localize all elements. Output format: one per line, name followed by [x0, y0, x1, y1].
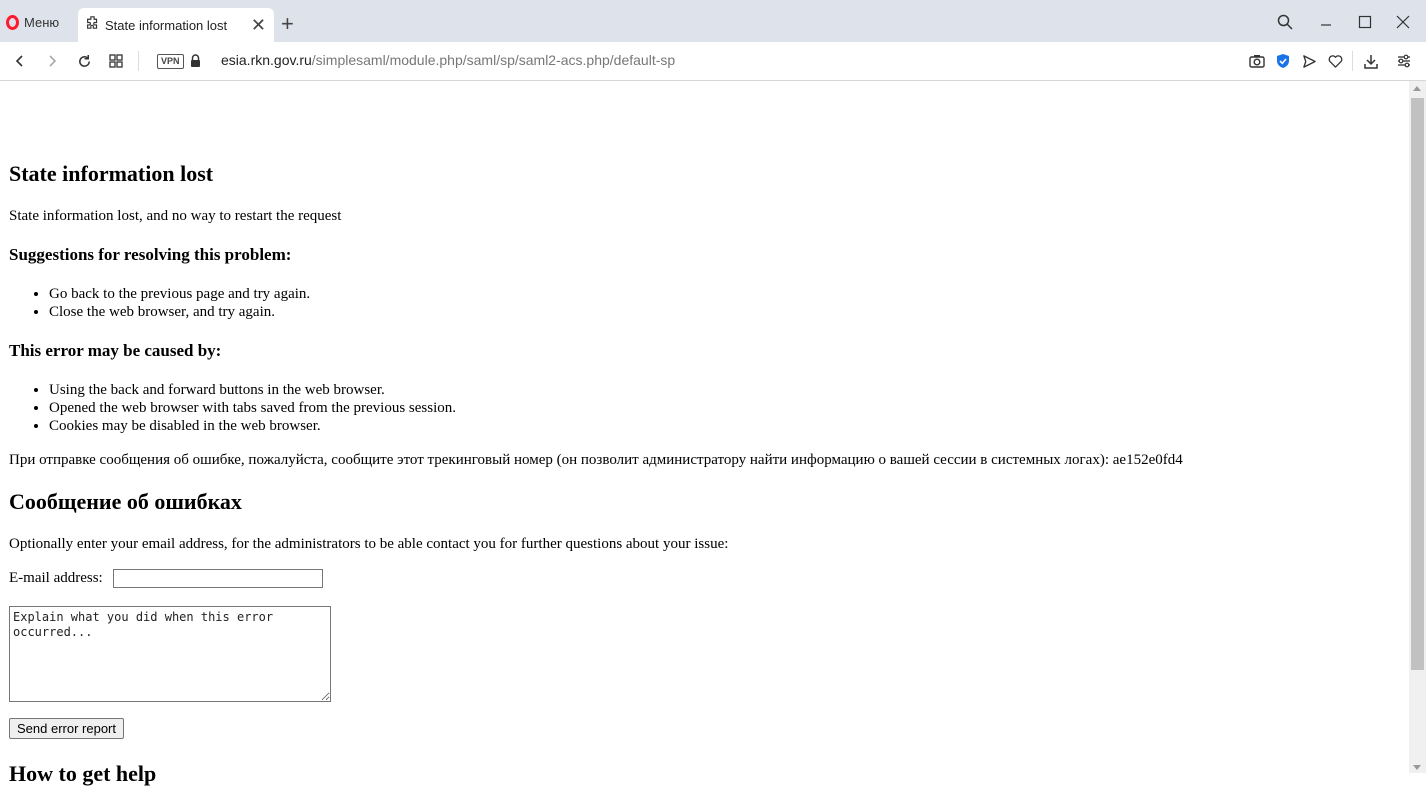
lock-icon[interactable]	[190, 54, 201, 72]
search-icon[interactable]	[1273, 10, 1297, 34]
divider	[1352, 51, 1353, 71]
divider	[138, 51, 139, 71]
scrollbar-thumb[interactable]	[1411, 98, 1424, 670]
list-item: • Go back to the previous page and try again.	[49, 285, 310, 303]
list-item: • Close the web browser, and try again.	[49, 303, 310, 321]
forward-icon[interactable]	[41, 50, 63, 72]
back-icon[interactable]	[9, 50, 31, 72]
error-description: State information lost, and no way to restart the request	[9, 208, 342, 224]
tab-bar	[0, 0, 1426, 42]
tracking-number-text: При отправке сообщения об ошибке, пожалуйста, сообщите этот трекинговый номер (он позволит администратору найти информацию о вашей сессии в системных логах): ae152e0fd4	[9, 452, 1183, 468]
vpn-badge[interactable]: VPN	[157, 54, 184, 69]
shield-icon[interactable]	[1273, 51, 1293, 71]
suggestions-list	[9, 285, 310, 321]
speed-dial-icon[interactable]	[105, 50, 127, 72]
page-content	[9, 81, 1407, 786]
send-error-report-button[interactable]: Send error report	[9, 718, 124, 739]
tab-active[interactable]	[78, 8, 274, 42]
url-host: esia.rkn.gov.ru	[221, 52, 312, 68]
url-field[interactable]	[221, 52, 675, 68]
scroll-down-arrow-icon[interactable]	[1413, 765, 1421, 770]
email-label: E-mail address:	[9, 570, 103, 586]
scroll-up-arrow-icon[interactable]	[1413, 86, 1421, 91]
report-heading: Сообщение об ошибках	[9, 489, 242, 514]
tab-close-icon[interactable]: ✕	[250, 14, 266, 35]
causes-heading: This error may be caused by:	[9, 341, 222, 360]
puzzle-icon	[86, 16, 99, 34]
tab-title: State information lost	[105, 17, 228, 33]
explain-textarea[interactable]	[9, 606, 331, 702]
reload-icon[interactable]	[73, 50, 95, 72]
easy-setup-icon[interactable]	[1394, 51, 1414, 71]
scrollbar[interactable]	[1409, 81, 1426, 773]
minimize-icon[interactable]	[1314, 10, 1338, 34]
send-icon[interactable]	[1299, 51, 1319, 71]
menu-label: Меню	[24, 14, 60, 30]
download-icon[interactable]	[1361, 51, 1381, 71]
opera-menu-button[interactable]	[6, 10, 59, 34]
camera-icon[interactable]	[1247, 51, 1267, 71]
page-title: State information lost	[9, 161, 214, 186]
address-bar	[0, 42, 1426, 81]
suggestions-heading: Suggestions for resolving this problem:	[9, 245, 292, 264]
email-field[interactable]	[113, 569, 323, 588]
maximize-icon[interactable]	[1353, 10, 1377, 34]
report-intro: Optionally enter your email address, for the administrators to be able contact you for further questions about your issue:	[9, 536, 729, 552]
list-item: • Opened the web browser with tabs saved from the previous session.	[49, 399, 456, 417]
url-path: /simplesaml/module.php/saml/sp/saml2-acs.php/default-sp	[311, 52, 676, 68]
heart-icon[interactable]	[1325, 51, 1345, 71]
help-heading: How to get help	[9, 761, 157, 786]
new-tab-button[interactable]: +	[281, 11, 294, 36]
list-item: • Using the back and forward buttons in the web browser.	[49, 381, 456, 399]
causes-list	[9, 381, 456, 435]
list-item: • Cookies may be disabled in the web browser.	[49, 417, 456, 435]
opera-logo-icon	[6, 15, 19, 30]
close-window-icon[interactable]	[1391, 10, 1415, 34]
